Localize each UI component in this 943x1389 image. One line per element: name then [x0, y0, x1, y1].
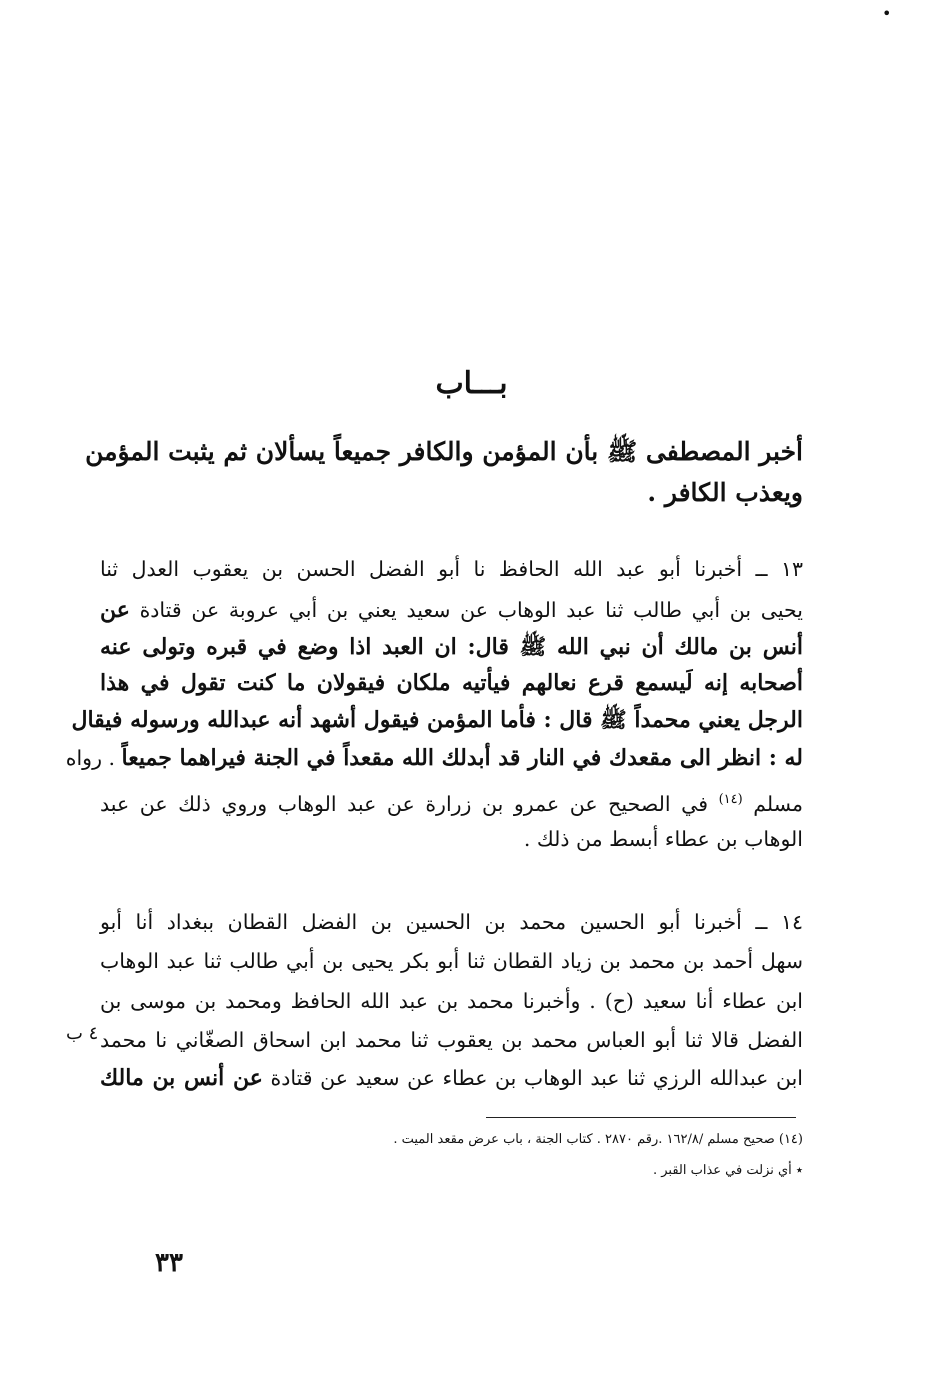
- hadith-14-line-5: [100, 1059, 803, 1097]
- hadith-14-line-5-text: ابن عبدالله الرزي ثنا عبد الوهاب بن عطاء عن سعيد عن قتادة: [262, 1066, 803, 1090]
- hadith-13-line-8: الوهاب بن عطاء أبسط من ذلك .: [523, 827, 803, 851]
- hadith-14-line-5-bold: عن أنس بن مالك: [100, 1065, 263, 1091]
- hadith-13-line-2-text: يحيى بن أبي طالب ثنا عبد الوهاب عن سعيد يعني بن أبي عروبة عن قتادة: [129, 598, 803, 622]
- hadith-14-line-4: الفضل قالا ثنا أبو العباس محمد بن يعقوب ثنا محمد ابن اسحاق الصغّاني نا محمد: [100, 1028, 803, 1052]
- chapter-heading: بـــاب: [435, 366, 508, 401]
- hadith-13-line-7: [100, 781, 803, 819]
- hadith-13-line-6-bold: له : انظر الى مقعدك في النار قد أبدلك الله مقعداً في الجنة فيراهما جميعاً: [121, 745, 803, 771]
- hadith-13-line-5-bold: الرجل يعني محمداً ﷺ قال : فأما المؤمن فيقول أشهد أنه عبدالله ورسوله فيقال: [71, 707, 803, 733]
- hadith-13-line-6: [65, 739, 803, 777]
- chapter-title-line-1: أخبر المصطفى ﷺ بأن المؤمن والكافر جميعاً يسألان ثم يثبت المؤمن: [85, 437, 803, 466]
- footnote-14: (١٤) صحيح مسلم /١٦٢/٨ .رقم ٢٨٧٠ . كتاب الجنة ، باب عرض مقعد الميت .: [393, 1132, 803, 1147]
- hadith-13-line-1: ١٣ ــ أخبرنا أبو عبد الله الحافظ نا أبو الفضل الحسن بن يعقوب العدل ثنا: [100, 557, 803, 581]
- footnote-ref-14: (١٤): [718, 792, 743, 807]
- hadith-13-line-2: [100, 591, 803, 629]
- page-number: ٣٣: [155, 1248, 183, 1278]
- hadith-13-line-3: [100, 628, 803, 666]
- hadith-13-line-2-bold: عن: [100, 597, 130, 623]
- hadith-13-line-4-bold: أصحابه إنه لَيسمع قرع نعالهم فيأتيه ملكان فيقولان ما كنت تقول في هذا: [100, 670, 803, 696]
- hadith-13-line-3-bold: أنس بن مالك أن نبي الله ﷺ قال: ان العبد اذا وضع في قبره وتولى عنه: [100, 634, 803, 660]
- chapter-title-line-2: ويعذب الكافر .: [647, 478, 803, 507]
- hadith-13-line-7-text-b: في الصحيح عن عمرو بن زرارة عن عبد الوهاب وروي ذلك عن عبد: [100, 791, 719, 816]
- manuscript-folio-note: ٤ ب: [66, 1023, 99, 1044]
- hadith-13-line-5: [71, 701, 803, 739]
- hadith-14-line-1: ١٤ ــ أخبرنا أبو الحسين محمد بن الحسين بن الفضل القطان ببغداد أنا أبو: [100, 910, 803, 934]
- hadith-14-line-2: سهل أحمد بن محمد بن زياد القطان ثنا أبو بكر يحيى بن أبي طالب ثنا عبد الوهاب: [100, 949, 803, 973]
- hadith-13-line-4: [100, 664, 803, 702]
- hadith-13-line-6-text: . رواه: [65, 746, 122, 770]
- footnote-separator: [486, 1117, 796, 1118]
- corner-mark: •: [882, 4, 892, 23]
- hadith-14-line-3: ابن عطاء أنا سعيد (ح) . وأخبرنا محمد بن عبد الله الحافظ ومحمد بن موسى بن: [100, 989, 803, 1013]
- footnote-asterisk: ٭ أي نزلت في عذاب القبر .: [652, 1163, 803, 1178]
- hadith-13-line-7-text-a: مسلم: [742, 791, 803, 816]
